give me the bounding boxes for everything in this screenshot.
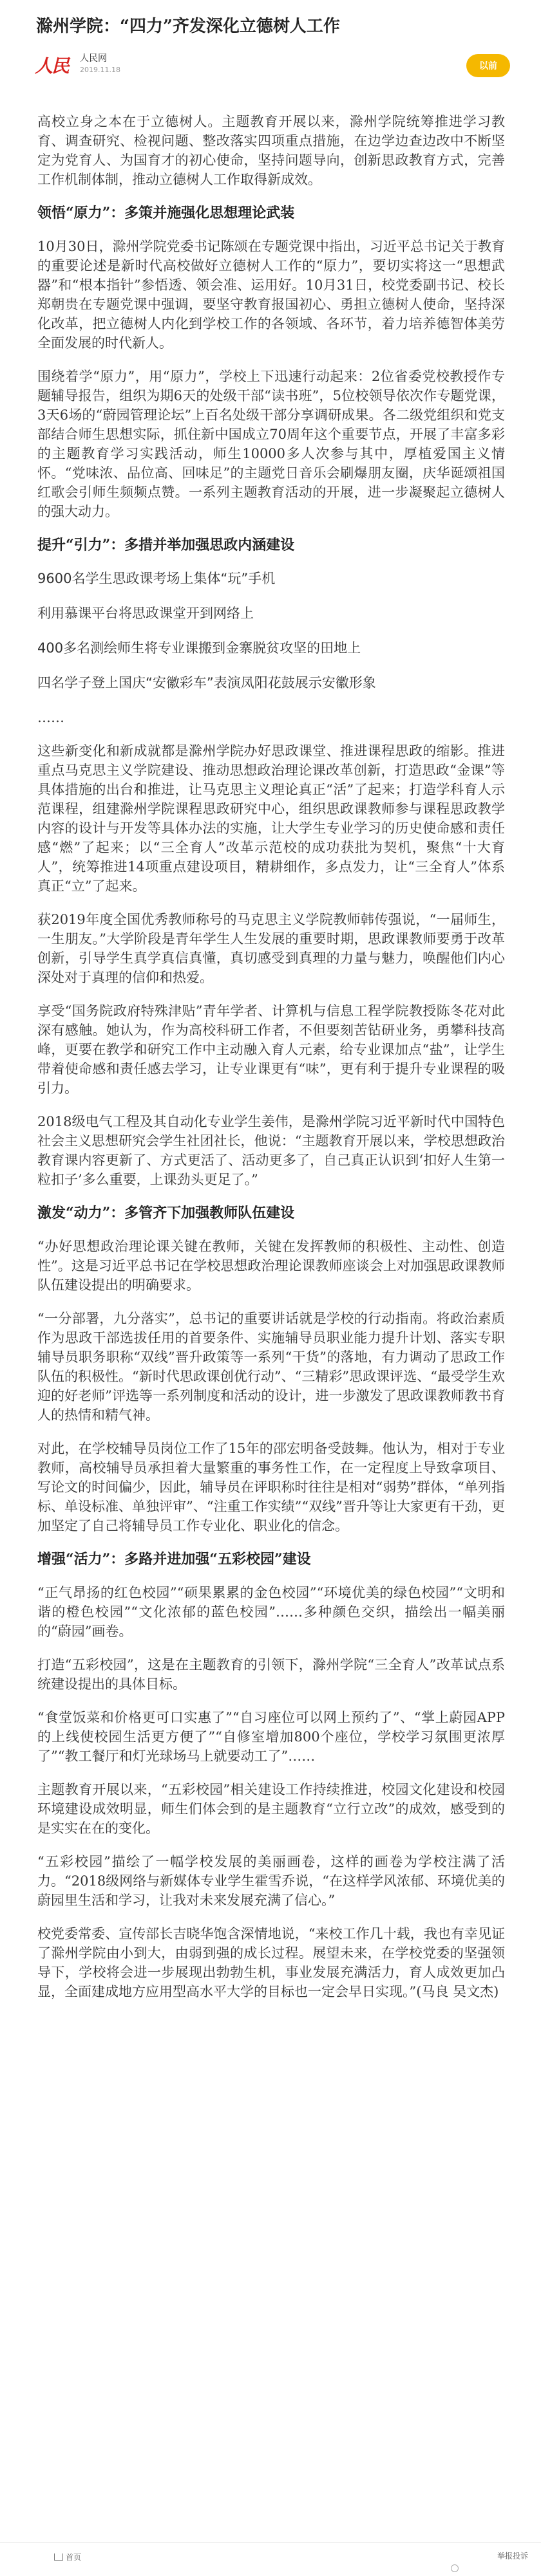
section-heading: 领悟“原力”：多策并施强化思想理论武装 [37, 205, 295, 221]
paragraph: 校党委常委、宣传部长吉晓华饱含深情地说，“来校工作几十载，我也有幸见证了滁州学院由小到大，由弱到强的成长过程。展望未来，在学校党委的坚强领导下，学校将会进一步展现出勃勃生机，事业发展充满活力，育人成效更加凸显，全面建成地方应用型高水平大学的目标也一定会早日实现。”(马良 吴文杰) [37, 1926, 505, 1999]
svg-text:人民: 人民 [35, 55, 69, 77]
paragraph: 获2019年度全国优秀教师称号的马克思主义学院教师韩传强说，“一届师生，一生朋友。”大学阶段是青年学生人生发展的重要时期，思政课教师要勇于改革创新，引导学生真学真信真懂，真切感受到真理的力量与魅力，唤醒他们内心深处对于真理的信仰和热爱。 [37, 912, 505, 985]
list-item: 四名学子登上国庆“安徽彩车”表演凤阳花鼓展示安徽形象 [37, 675, 376, 690]
home-label: 首页 [66, 2553, 82, 2562]
paragraph: “一分部署，九分落实”，总书记的重要讲话就是学校的行动指南。将政治素质作为思政干部选拔任用的首要条件、实施辅导员职业能力提升计划、落实专职辅导员职务职称“双线”晋升政策等一系列“干货”的落地，有力调动了思政工作队伍的积极性。“新时代思政课创优行动”、“三精彩”思政课评选、“最受学生欢迎的好老师”评选等一系列制度和活动的设计，进一步激发了思政课教师教书育人的热情和精气神。 [37, 1311, 505, 1423]
article-title: 滁州学院：“四力”齐发深化立德树人工作 [36, 17, 340, 36]
article-body [37, 112, 505, 2015]
paragraph: 打造“五彩校园”，这是在主题教育的引领下，滁州学院“三全育人”改革试点系统建设提出的具体目标。 [37, 1657, 505, 1692]
section-heading: 增强“活力”：多路并进加强“五彩校园”建设 [37, 1551, 311, 1568]
paragraph: 享受“国务院政府特殊津贴”青年学者、计算机与信息工程学院教授陈冬花对此深有感触。她认为，作为高校科研工作者，不但要刻苦钻研业务，勇攀科技高峰，更要在教学和研究工作中主动融入育人元素，给专业课加点“盐”，让学生带着使命感和责任感去学习，让专业课更有“味”，更有利于提升专业课程的吸引力。 [37, 1003, 505, 1096]
list-item: 400多名测绘师生将专业课搬到金寨脱贫攻坚的田地上 [37, 640, 361, 656]
report-icon [451, 2564, 459, 2572]
list-item: 利用慕课平台将思政课堂开到网络上 [37, 606, 254, 621]
report-link[interactable]: 举报投诉 [497, 2552, 528, 2561]
logo-mark [33, 51, 75, 80]
source-name[interactable]: 人民网 [80, 53, 107, 64]
ellipsis: …… [37, 710, 64, 725]
people-daily-logo [33, 51, 75, 80]
follow-button[interactable]: 以前 [466, 54, 510, 77]
bottom-bar [0, 2542, 541, 2576]
paragraph: 对此，在学校辅导员岗位工作了15年的邵宏明备受鼓舞。他认为，相对于专业教师，高校辅导员承担着大量繁重的事务性工作，在一定程度上导致拿项目、写论文的时间偏少，因此，辅导员在评职称时往往是相对“弱势”群体，“单列指标、单设标准、单独评审”、“注重工作实绩”“双线”晋升等让大家更有干劲，更加坚定了自己将辅导员工作专业化、职业化的信念。 [37, 1441, 505, 1534]
paragraph: 主题教育开展以来，“五彩校园”相关建设工作持续推进，校园文化建设和校园环境建设成效明显，师生们体会到的是主题教育“立行立改”的成效，感受到的是实实在在的变化。 [37, 1782, 505, 1836]
home-icon [54, 2553, 63, 2561]
publish-date: 2019.11.18 [80, 66, 120, 74]
section-heading: 激发“动力”：多管齐下加强教师队伍建设 [37, 1205, 295, 1221]
section-heading: 提升“引力”：多措并举加强思政内涵建设 [37, 537, 295, 553]
paragraph: 围绕着学“原力”，用“原力”，学校上下迅速行动起来：2位省委党校教授作专题辅导报告，组织为期6天的处级干部“读书班”，5位校领导依次作专题党课，3天6场的“蔚园管理论坛”上百名处级干部分享调研成果。各二级党组织和党支部结合师生思想实际，抓住新中国成立70周年这个重要节点，开展了丰富多彩的主题教育学习实践活动，师生10000多人次参与其中，厚植爱国主义情怀。“党味浓、品位高、回味足”的主题党日音乐会刷爆朋友圈，庆华诞颂祖国红歌会引师生频频点赞。一系列主题教育活动的开展，进一步凝聚起立德树人的强大动力。 [37, 369, 505, 519]
paragraph: 10月30日，滁州学院党委书记陈颂在专题党课中指出，习近平总书记关于教育的重要论述是新时代高校做好立德树人工作的“原力”，要切实将这一“思想武器”和“根本指针”参悟透、领会准、运用好。10月31日，校党委副书记、校长郑朝贵在专题党课中强调，要坚守教育报国初心、勇担立德树人使命，坚持深化改革，把立德树人内化到学校工作的各领域、各环节，着力培养德智体美劳全面发展的时代新人。 [37, 239, 505, 351]
paragraph: 高校立身之本在于立德树人。主题教育开展以来，滁州学院统筹推进学习教育、调查研究、检视问题、整改落实四项重点措施，在边学边查边改中不断坚定为党育人、为国育才的初心使命，坚持问题导向，创新思政教育方式，完善工作机制体制，推动立德树人工作取得新成效。 [37, 114, 505, 187]
home-link[interactable] [54, 2552, 81, 2562]
paragraph: “食堂饭菜和价格更可口实惠了”“自习座位可以网上预约了”、“掌上蔚园APP的上线使校园生活更方便了”“自修室增加800个座位，学校学习氛围更浓厚了”“教工餐厅和灯光球场马上就要动工了”…… [37, 1710, 505, 1764]
paragraph: “正气昂扬的红色校园”“硕果累累的金色校园”“环境优美的绿色校园”“文明和谐的橙色校园”“文化浓郁的蓝色校园”……多种颜色交织，描绘出一幅美丽的“蔚园”画卷。 [37, 1585, 505, 1639]
paragraph: 这些新变化和新成就都是滁州学院办好思政课堂、推进课程思政的缩影。推进重点马克思主义学院建设、推动思想政治理论课改革创新，打造思政“金课”等具体措施的出台和推进，让马克思主义理论真正“活”了起来；打造学科育人示范课程，组建滁州学院课程思政研究中心，组织思政课教师参与课程思政教学内容的设计与开发等具体办法的实施，让大学生专业学习的历史使命感和责任感“燃”了起来；以“三全育人”改革示范校的成功获批为契机，聚焦“十大育人”，统筹推进14项重点建设项目，精耕细作，多点发力，让“三全育人”体系真正“立”了起来。 [37, 743, 505, 894]
author-row [33, 49, 510, 90]
paragraph: “五彩校园”描绘了一幅学校发展的美丽画卷，这样的画卷为学校注满了活力。“2018级网络与新媒体专业学生霍雪乔说，“在这样学风浓郁、环境优美的蔚园里生活和学习，让我对未来发展充满了信心。” [37, 1854, 505, 1908]
paragraph: 2018级电气工程及其自动化专业学生姜伟，是滁州学院习近平新时代中国特色社会主义思想研究会学生社团社长，他说：“主题教育开展以来，学校思想政治教育课内容更新了、方式更活了、活动更多了，自己真正认识到‘扣好人生第一粒扣子’多么重要，上课劲头更足了。” [37, 1114, 505, 1187]
list-item: 9600名学生思政课考场上集体“玩”手机 [37, 571, 276, 586]
paragraph: “办好思想政治理论课关键在教师，关键在发挥教师的积极性、主动性、创造性”。这是习近平总书记在学校思想政治理论课教师座谈会上对加强思政课教师队伍建设提出的明确要求。 [37, 1239, 505, 1293]
